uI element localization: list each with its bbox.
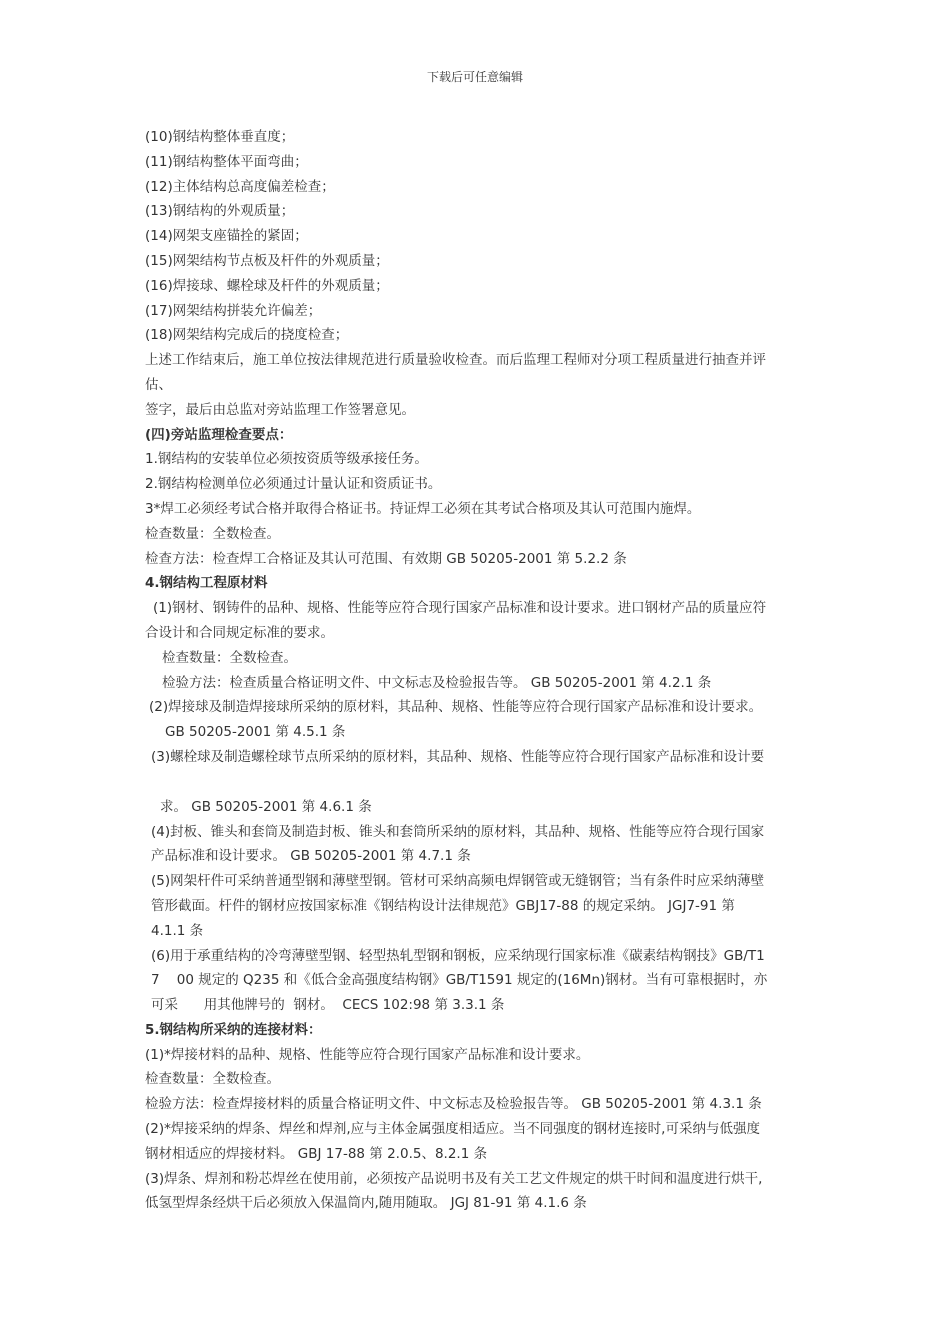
list-item: (6)用于承重结构的冷弯薄壁型钢、轻型热轧型钢和钢板，应采纳现行国家标准《碳素结构钢技》GB/T1 — [151, 947, 765, 964]
page-header: 下载后可任意编辑 — [426, 70, 523, 84]
blank-line — [145, 770, 810, 795]
paragraph-line: 上述工作结束后，施工单位按法律规范进行质量验收检查。而后监理工程师对分项工程质量进行抽查并评 — [145, 352, 766, 369]
list-item: (3)螺栓球及制造螺栓球节点所采纳的原材料，其品种、规格、性能等应符合现行国家产品标准和设计要 — [151, 748, 765, 765]
list-item: (15)网架结构节点板及杆件的外观质量； — [145, 252, 389, 269]
paragraph-line: 7 00 规定的 Q235 和《低合金高强度结构钢》GB/T1591 规定的(16Mn)钢材。当有可靠根据时，亦 — [151, 972, 768, 989]
document-body — [145, 125, 810, 1216]
paragraph-line: 低氢型焊条经烘干后必须放入保温筒内,随用随取。 JGJ 81-91 第 4.1.6 条 — [145, 1195, 587, 1212]
list-item: (11)钢结构整体平面弯曲； — [145, 153, 308, 170]
list-item: (18)网架结构完成后的挠度检查； — [145, 327, 349, 344]
list-item: 3*焊工必须经考试合格并取得合格证书。持证焊工必须在其考试合格项及其认可范围内施焊。 — [145, 500, 701, 517]
section-heading: 5.钢结构所采纳的连接材料： — [145, 1021, 322, 1038]
list-item: (5)网架杆件可采纳普通型钢和薄壁型钢。管材可采纳高频电焊钢管或无缝钢管；当有条件时应采纳薄壁 — [151, 873, 765, 890]
paragraph-line: 合设计和合同规定标准的要求。 — [145, 624, 334, 641]
paragraph-line: 检查数量：全数检查。 — [162, 649, 297, 666]
list-item: 2.钢结构检测单位必须通过计量认证和资质证书。 — [145, 476, 442, 493]
list-item: (16)焊接球、螺栓球及杆件的外观质量； — [145, 277, 389, 294]
list-item: (4)封板、锥头和套筒及制造封板、锥头和套筒所采纳的原材料，其品种、规格、性能等应符合现行国家 — [151, 823, 765, 840]
list-item: (1)钢材、钢铸件的品种、规格、性能等应符合现行国家产品标准和设计要求。进口钢材产品的质量应符 — [153, 600, 767, 617]
section-heading: (四)旁站监理检查要点： — [145, 426, 293, 443]
paragraph-line: 4.1.1 条 — [151, 922, 204, 939]
paragraph-line: 管形截面。杆件的钢材应按国家标准《钢结构设计法律规范》GBJ17-88 的规定采纳。 JGJ7-91 第 — [151, 897, 735, 914]
list-item: (2)*焊接采纳的焊条、焊丝和焊剂,应与主体金属强度相适应。当不同强度的钢材连接时,可采纳与低强度 — [145, 1121, 760, 1138]
paragraph-line: 检验方法：检查焊接材料的质量合格证明文件、中文标志及检验报告等。 GB 50205-2001 第 4.3.1 条 — [145, 1096, 762, 1113]
paragraph-line: 检查方法：检查焊工合格证及其认可范围、有效期 GB 50205-2001 第 5.2.2 条 — [145, 550, 627, 567]
section-heading: 4.钢结构工程原材料 — [145, 575, 268, 592]
list-item: (12)主体结构总高度偏差检查； — [145, 178, 335, 195]
list-item: (3)焊条、焊剂和粉芯焊丝在使用前，必须按产品说明书及有关工艺文件规定的烘干时间和温度进行烘干, — [145, 1170, 763, 1187]
paragraph-line: 产品标准和设计要求。 GB 50205-2001 第 4.7.1 条 — [151, 848, 471, 865]
paragraph-line: 求。 GB 50205-2001 第 4.6.1 条 — [160, 798, 372, 815]
paragraph-line: 估、 — [145, 376, 172, 393]
list-item: (10)钢结构整体垂直度； — [145, 129, 295, 145]
paragraph-line: 钢材相适应的焊接材料。 GBJ 17-88 第 2.0.5、8.2.1 条 — [145, 1145, 488, 1162]
paragraph-line: 可采 用其他牌号的 钢材。 CECS 102:98 第 3.3.1 条 — [151, 997, 505, 1014]
paragraph-line: 检验方法：检查质量合格证明文件、中文标志及检验报告等。 GB 50205-2001 第 4.2.1 条 — [162, 674, 712, 691]
paragraph-line: 签字，最后由总监对旁站监理工作签署意见。 — [145, 401, 415, 418]
list-item: (17)网架结构拼装允许偏差； — [145, 302, 322, 319]
paragraph-line: 检查数量：全数检查。 — [145, 525, 280, 542]
paragraph-line: GB 50205-2001 第 4.5.1 条 — [165, 724, 346, 741]
list-item: (14)网架支座锚拴的紧固； — [145, 228, 308, 245]
list-item: 1.钢结构的安装单位必须按资质等级承接任务。 — [145, 451, 428, 468]
list-item: (13)钢结构的外观质量； — [145, 203, 295, 220]
list-item: (2)焊接球及制造焊接球所采纳的原材料，其品种、规格、性能等应符合现行国家产品标准和设计要求。 — [149, 699, 763, 716]
list-item: (1)*焊接材料的品种、规格、性能等应符合现行国家产品标准和设计要求。 — [145, 1046, 590, 1063]
paragraph-line: 检查数量：全数检查。 — [145, 1071, 280, 1088]
